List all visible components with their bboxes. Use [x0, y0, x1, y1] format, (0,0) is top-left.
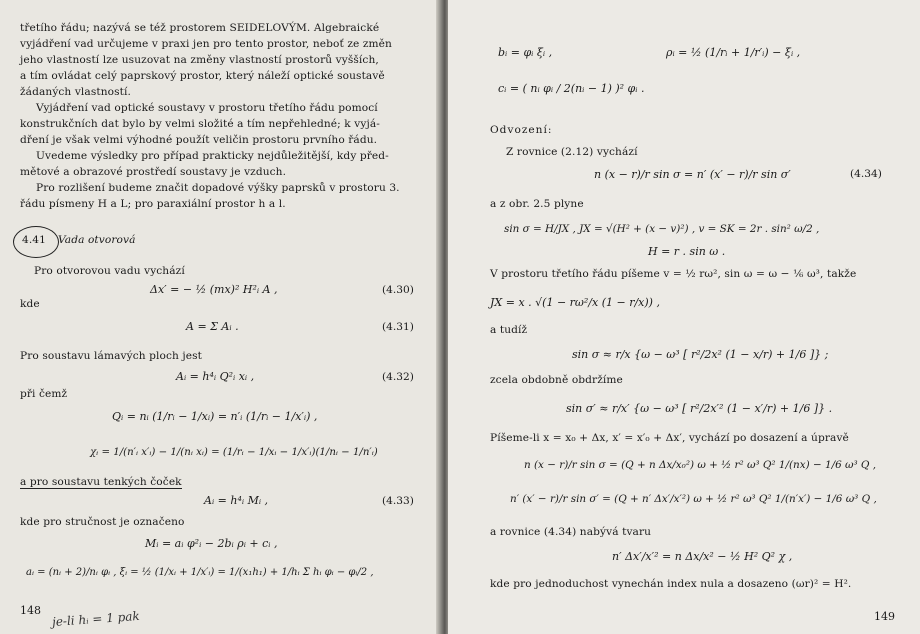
text-line: Z rovnice (2.12) vychází [506, 146, 638, 158]
text-line: a z obr. 2.5 plyne [490, 198, 584, 210]
text-line: Vyjádření vad optické soustavy v prostoru třetího řádu pomocí [36, 102, 378, 114]
equation: Aᵢ = h⁴ᵢ Q²ᵢ xᵢ , [176, 370, 255, 383]
text-line: třetího řádu; nazývá se též prostorem SEIDELOVÝM. Algebraické [20, 22, 380, 34]
text-line: a rovnice (4.34) nabývá tvaru [490, 526, 652, 538]
equation: sin σ = H/JX , JX = √(H² + (x − v)²) , v = SK = 2r . sin² ω/2 , [504, 223, 820, 235]
equation: n (x − r)/r sin σ = (Q + n Δx/x₀²) ω + ½ r² ω³ Q² 1/(nx) − 1/6 ω³ Q , [524, 459, 877, 471]
equation: n′ Δx′/x′² = n Δx/x² − ½ H² Q² χ , [612, 550, 793, 563]
equation: sin σ′ ≈ r/x′ {ω − ω³ [ r²/2x′² (1 − x′/r) + 1/6 ]} . [566, 402, 833, 415]
equation: Mᵢ = aᵢ φ²ᵢ − 2bᵢ ρᵢ + cᵢ , [145, 537, 278, 550]
equation-number: (4.31) [382, 321, 414, 333]
text-line: a tudíž [490, 324, 528, 336]
equation: n (x − r)/r sin σ = n′ (x′ − r)/r sin σ′ [594, 168, 791, 181]
text-line: řádu písmeny H a L; pro paraxiální prostor h a l. [20, 198, 286, 210]
text-line: konstrukčních dat bylo by velmi složité a tím nepřehledné; k vyjá- [20, 118, 380, 130]
section-number: 4.41 [22, 234, 46, 246]
equation: H = r . sin ω . [648, 245, 726, 258]
text-line-wrapper [20, 476, 182, 489]
text-line: zcela obdobně obdržíme [490, 374, 623, 386]
page-number: 149 [874, 610, 895, 623]
text-line: mětové a obrazové prostředí soustavy je vzduch. [20, 166, 287, 178]
equation: bᵢ = φᵢ ξᵢ , [498, 46, 553, 59]
text-line: kde pro stručnost je označeno [20, 516, 185, 528]
equation-number: (4.33) [382, 495, 414, 507]
text-line: kde pro jednoduchost vynechán index nula a dosazeno (ωr)² = H². [490, 578, 852, 590]
text-line: Pro otvorovou vadu vychází [34, 265, 185, 277]
text-line: a tím ovládat celý paprskový prostor, který náleží optické soustavě [20, 70, 385, 82]
underlined-text: a pro soustavu tenkých čoček [20, 476, 182, 488]
text-line: V prostoru třetího řádu píšeme v = ½ rω², sin ω = ω − ⅙ ω³, takže [490, 268, 857, 280]
equation: A = Σ Aᵢ . [186, 320, 239, 333]
section-title: Vada otvorová [58, 234, 136, 246]
text-line: Pro rozlišení budeme značit dopadové výšky paprsků v prostoru 3. [36, 182, 400, 194]
equation-number: (4.32) [382, 371, 414, 383]
text-line: Pro soustavu lámavých ploch jest [20, 350, 203, 362]
text-line: vyjádření vad určujeme v praxi jen pro tento prostor, neboť ze změn [20, 38, 392, 50]
equation: JX = x . √(1 − rω²/x (1 − r/x)) , [490, 296, 660, 309]
text-line: dření je však velmi výhodné použít veličin prostoru prvního řádu. [20, 134, 378, 146]
equation: Δx′ = − ½ (mx)² H²ᵢ A , [150, 283, 278, 296]
text-line: Píšeme-li x = x₀ + Δx, x′ = x′₀ + Δx′, vychází po dosazení a úpravě [490, 432, 849, 444]
left-page [0, 0, 440, 634]
page-number: 148 [20, 604, 41, 617]
text-line: kde [20, 298, 40, 310]
equation: cᵢ = ( nᵢ φᵢ / 2(nᵢ − 1) )² φᵢ . [498, 82, 645, 95]
equation: χᵢ = 1/(n′ᵢ x′ᵢ) − 1/(nᵢ xᵢ) = (1/rᵢ − 1/xᵢ − 1/x′ᵢ)(1/nᵢ − 1/n′ᵢ) [90, 447, 378, 458]
equation: Aᵢ = h⁴ᵢ Mᵢ , [204, 494, 269, 507]
text-line: jeho vlastností lze usuzovat na změny vlastností prostorů vyšších, [20, 54, 379, 66]
equation: sin σ ≈ r/x {ω − ω³ [ r²/2x² (1 − x/r) + 1/6 ]} ; [572, 348, 829, 361]
right-page [448, 0, 920, 634]
equation: Qᵢ = nᵢ (1/rᵢ − 1/xᵢ) = n′ᵢ (1/rᵢ − 1/x′ᵢ) , [112, 410, 318, 423]
equation: aᵢ = (nᵢ + 2)/nᵢ φᵢ , ξᵢ = ½ (1/xᵢ + 1/x′ᵢ) = 1/(x₁h₁) + 1/hᵢ Σ hᵢ φᵢ − φᵢ/2 , [26, 567, 374, 578]
text-line: žádaných vlastností. [20, 86, 131, 98]
handwritten-note: je-li hᵢ = 1 pak [51, 608, 141, 630]
equation-number: (4.34) [850, 168, 882, 180]
section-label: Odvození: [490, 124, 553, 136]
text-line: Uvedeme výsledky pro případ prakticky nejdůležitější, kdy před- [36, 150, 389, 162]
equation-number: (4.30) [382, 284, 414, 296]
equation: n′ (x′ − r)/r sin σ′ = (Q + n′ Δx′/x′²) ω + ½ r² ω³ Q² 1/(n′x′) − 1/6 ω³ Q , [510, 493, 877, 505]
equation: ρᵢ = ½ (1/rᵢ + 1/r′ᵢ) − ξᵢ , [666, 46, 801, 59]
text-line: při čemž [20, 388, 68, 400]
